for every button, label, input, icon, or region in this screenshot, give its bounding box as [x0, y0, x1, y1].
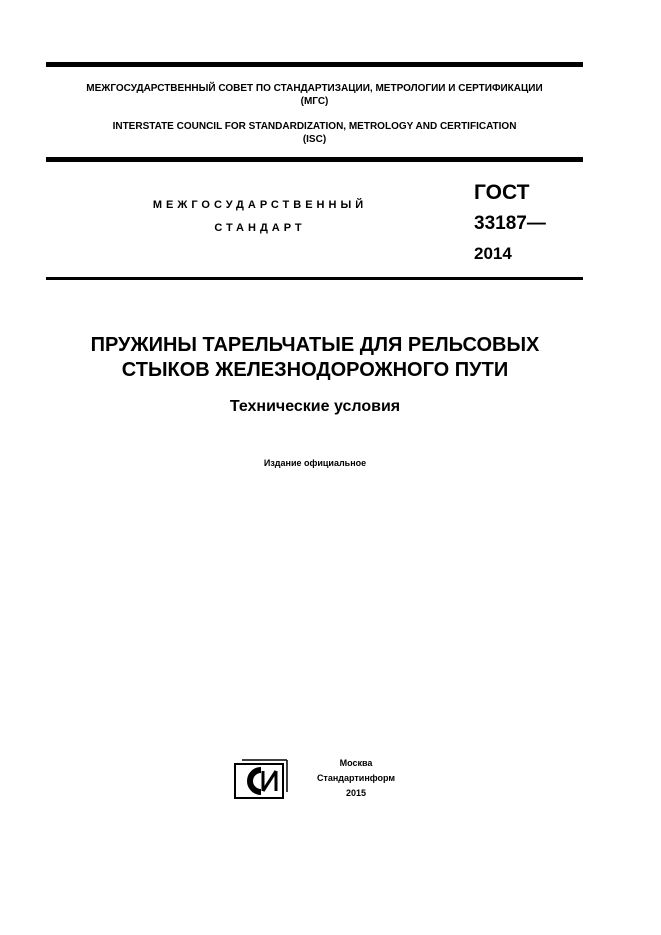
gost-year: 2014: [474, 244, 512, 263]
middle-rule: [46, 157, 583, 162]
document-subtitle: Технические условия: [229, 398, 401, 415]
council-en-abbr: (ISC): [302, 134, 327, 145]
bottom-rule: [46, 277, 583, 280]
document-title: [30, 333, 600, 383]
publisher-block: [300, 756, 412, 801]
council-ru-abbr: (МГС): [300, 96, 329, 107]
council-en-name: INTERSTATE COUNCIL FOR STANDARDIZATION, METROLOGY AND CERTIFICATION: [112, 121, 517, 132]
standartinform-logo-icon: [234, 758, 290, 802]
council-en: [46, 120, 583, 146]
top-rule: [46, 62, 583, 67]
council-ru: [46, 82, 583, 108]
title-line2: СТЫКОВ ЖЕЛЕЗНОДОРОЖНОГО ПУТИ: [121, 359, 509, 381]
standard-type-line2: СТАНДАРТ: [214, 222, 306, 234]
publisher-year: 2015: [345, 788, 367, 798]
gost-prefix: ГОСТ: [474, 181, 530, 204]
standard-type-line1: МЕЖГОСУДАРСТВЕННЫЙ: [152, 199, 368, 211]
publisher-name: Стандартинформ: [316, 773, 396, 783]
publisher-city: Москва: [339, 758, 373, 768]
council-ru-name: МЕЖГОСУДАРСТВЕННЫЙ СОВЕТ ПО СТАНДАРТИЗАЦИИ, МЕТРОЛОГИИ И СЕРТИФИКАЦИИ: [86, 83, 543, 94]
gost-number: 33187—: [474, 213, 546, 234]
edition-note: Издание официальное: [263, 458, 367, 468]
title-line1: ПРУЖИНЫ ТАРЕЛЬЧАТЫЕ ДЛЯ РЕЛЬСОВЫХ: [90, 334, 540, 356]
